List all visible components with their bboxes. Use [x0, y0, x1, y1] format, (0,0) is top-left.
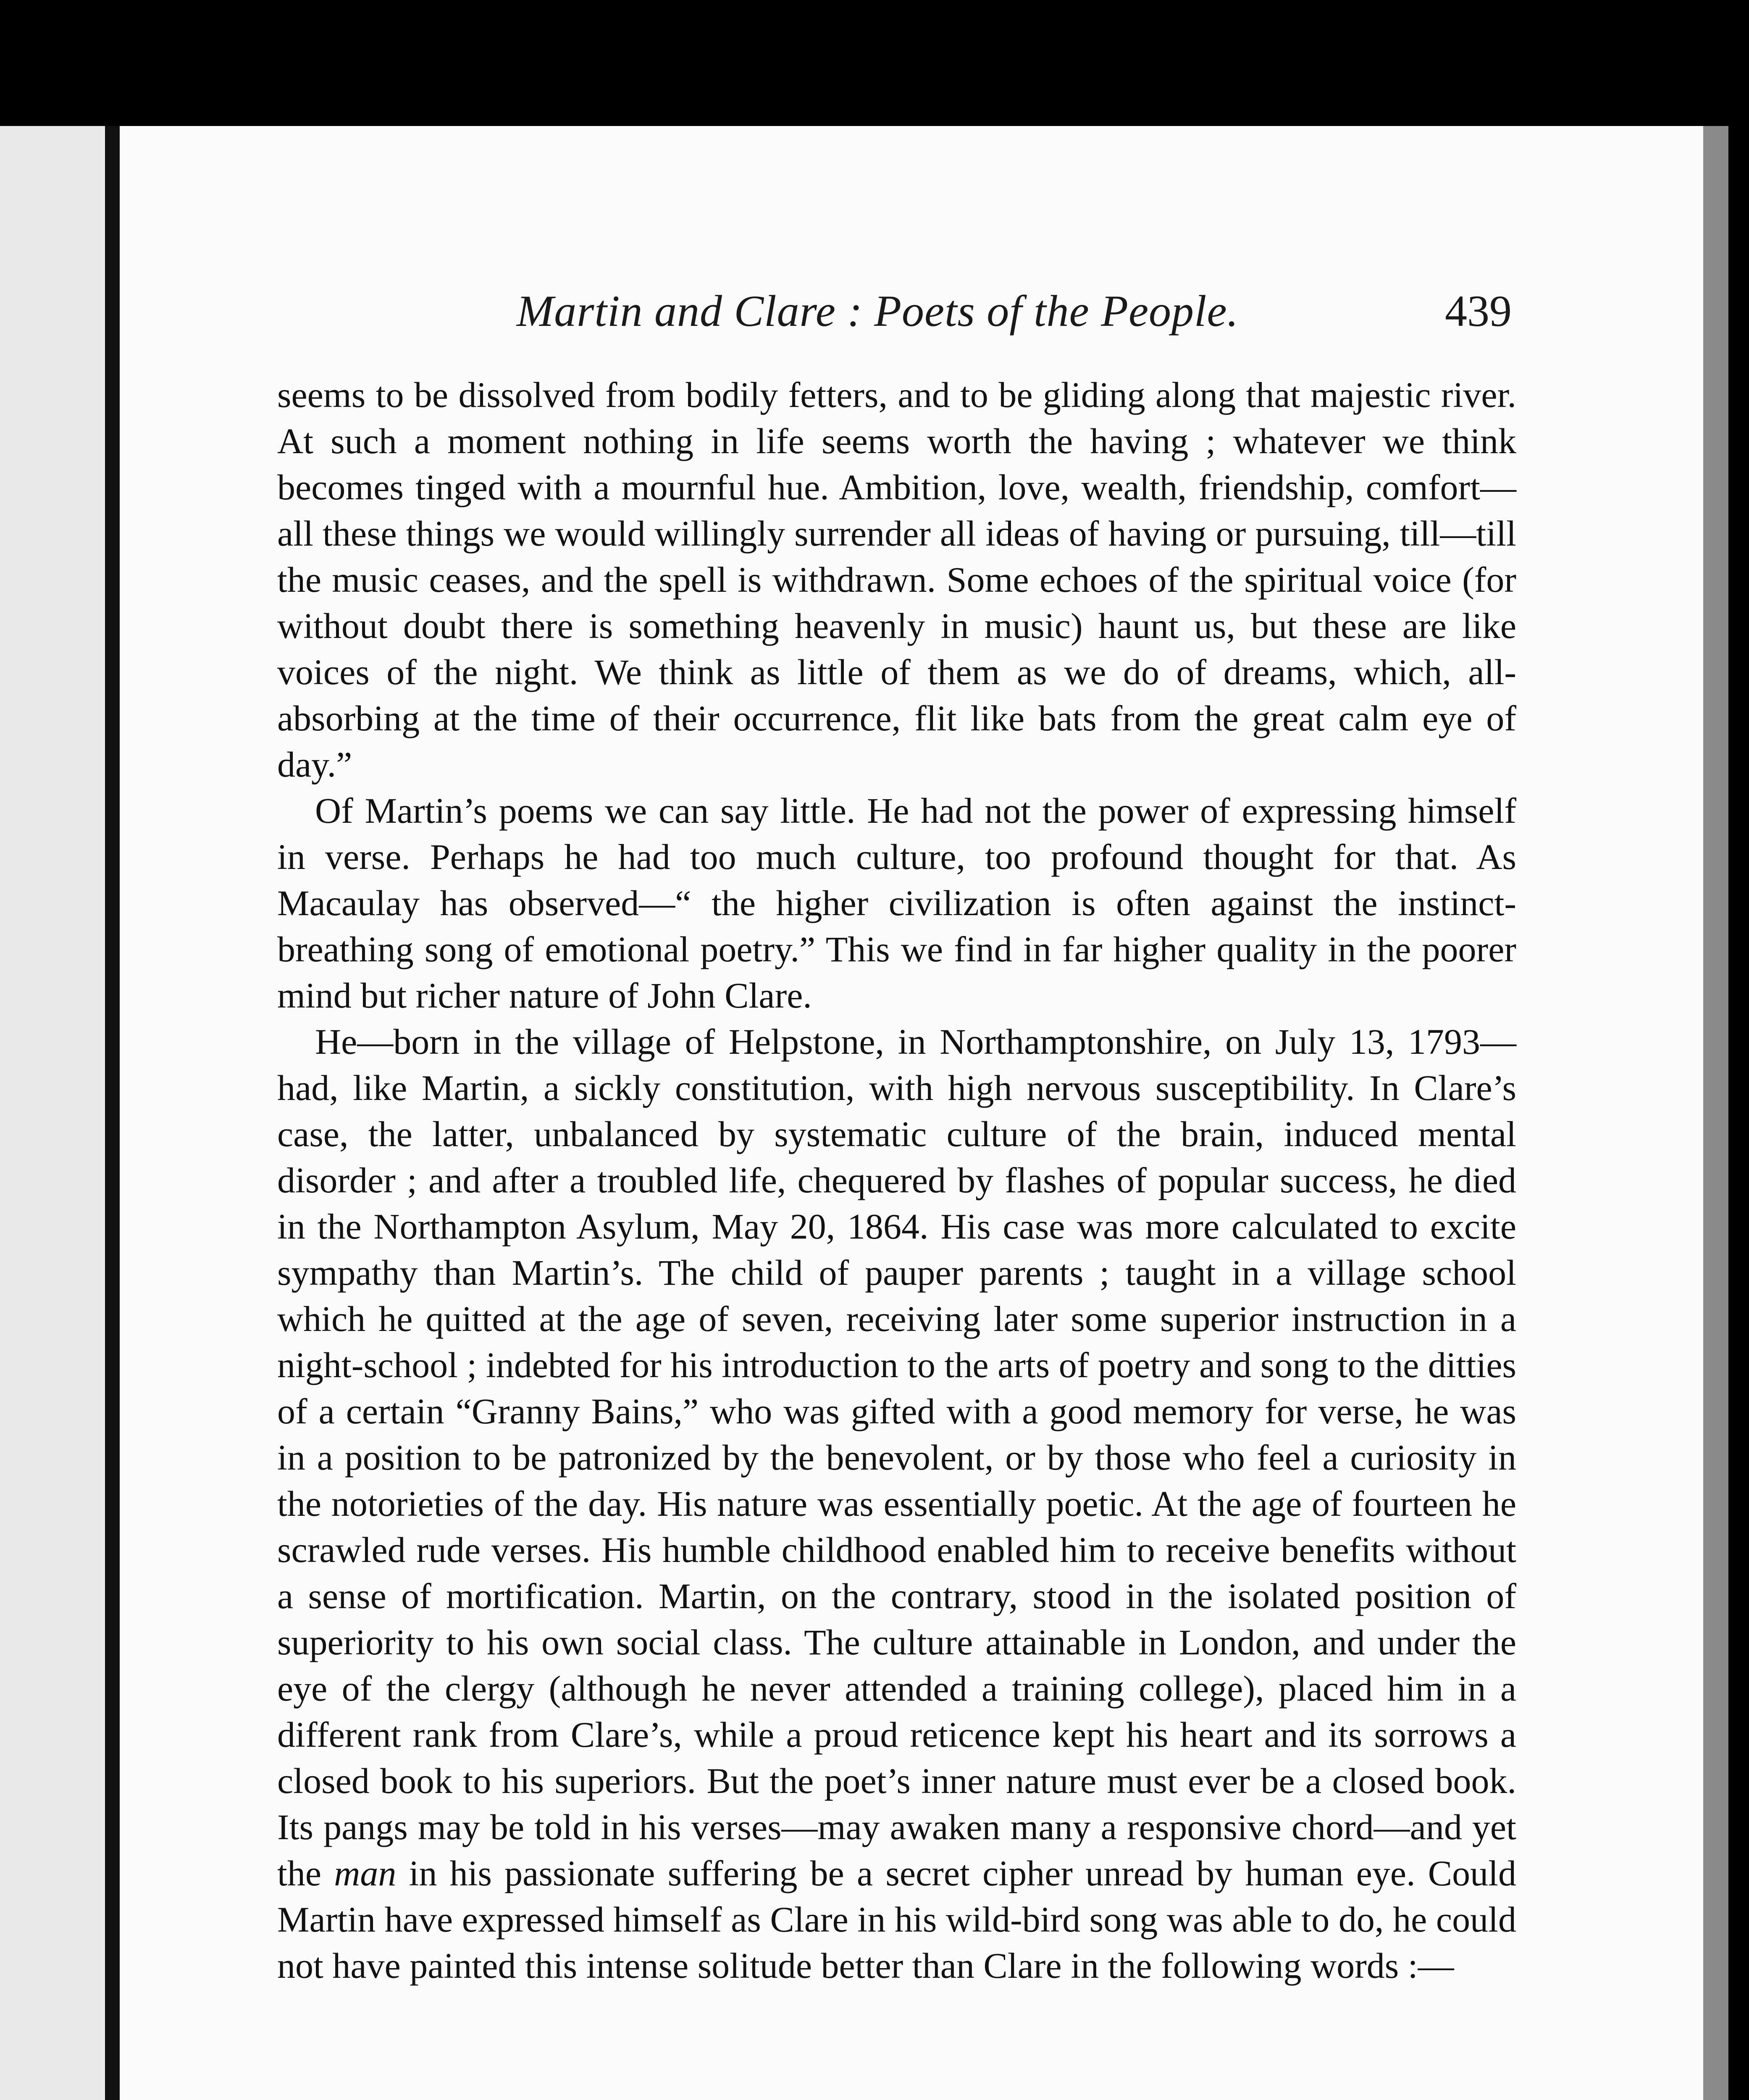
left-page-edge [0, 126, 105, 2100]
binding-gutter [105, 126, 120, 2100]
italic-emphasis: man [334, 1853, 397, 1893]
paragraph [277, 1018, 1516, 1989]
paragraph: seems to be dissolved from bodily fetters, and to be gliding along that majestic river. At such a moment nothing in life seems worth the having ; whatever we think becomes tinged with a mournful hue. Ambition, love, wealth, friendship, comfort—all these things we would willingly surrender all ideas of having or pursuing, till—till the music ceases, and the spell is withdrawn. Some echoes of the spiritual voice (for without doubt there is something heavenly in music) haunt us, but these are like voices of the night. We think as little of them as we do of dreams, which, all-absorbing at the time of their occurrence, flit like bats from the great calm eye of day.” [277, 375, 1516, 785]
paragraph-text: He—born in the village of Helpstone, in Northamptonshire, on July 13, 1793—had, like Martin, a sickly constitution, with high nervous susceptibility. In Clare’s case, the latter, unbalanced by systematic culture of the brain, induced mental disorder ; and after a troubled life, chequered by flashes of popular success, he died in the Northampton Asylum, May 20, 1864. His case was more calculated to excite sympathy than Martin’s. The child of pauper parents ; taught in a village school which he quitted at the age of seven, receiving later some superior instruction in a night-school ; indebted for his introduction to the arts of poetry and song to the ditties of a certain “Granny Bains,” who was gifted with a good memory for verse, he was in a position to be patronized by the benevolent, or by those who feel a curiosity in the notorieties of the day. His nature was essentially poetic. At the age of fourteen he scrawled rude verses. His humble childhood enabled him to receive benefits without a sense of mortification. Martin, on the contrary, stood in the isolated position of superiority to his own social class. The culture attainable in London, and under the eye of the clergy (although he never attended a training college), placed him in a different rank from Clare’s, while a proud reticence kept his heart and its sorrows a closed book to his superiors. But the poet’s inner nature must ever be a closed book. Its pangs may be told in his verses—may awaken many a responsive chord—and yet the [277, 1021, 1516, 1893]
paragraph: Of Martin’s poems we can say little. He had not the power of expressing himself in verse. Perhaps he had too much culture, too profound thought for that. As Macaulay has observed—“ the higher civilization is often against the instinct-breathing song of emotional poetry.” This we find in far higher quality in the poorer mind but richer nature of John Clare. [277, 790, 1516, 1016]
page-fore-edge [1703, 126, 1728, 2100]
paragraph-text: in his passionate suffering be a secret cipher unread by human eye. Could Martin have expressed himself as Clare in his wild-bird song was able to do, he could not have painted this intense solitude better than Clare in the following words :— [277, 1853, 1517, 1986]
page-number: 439 [1445, 286, 1512, 336]
running-title: Martin and Clare : Poets of the People. [517, 286, 1239, 336]
body-text [277, 372, 1516, 1989]
